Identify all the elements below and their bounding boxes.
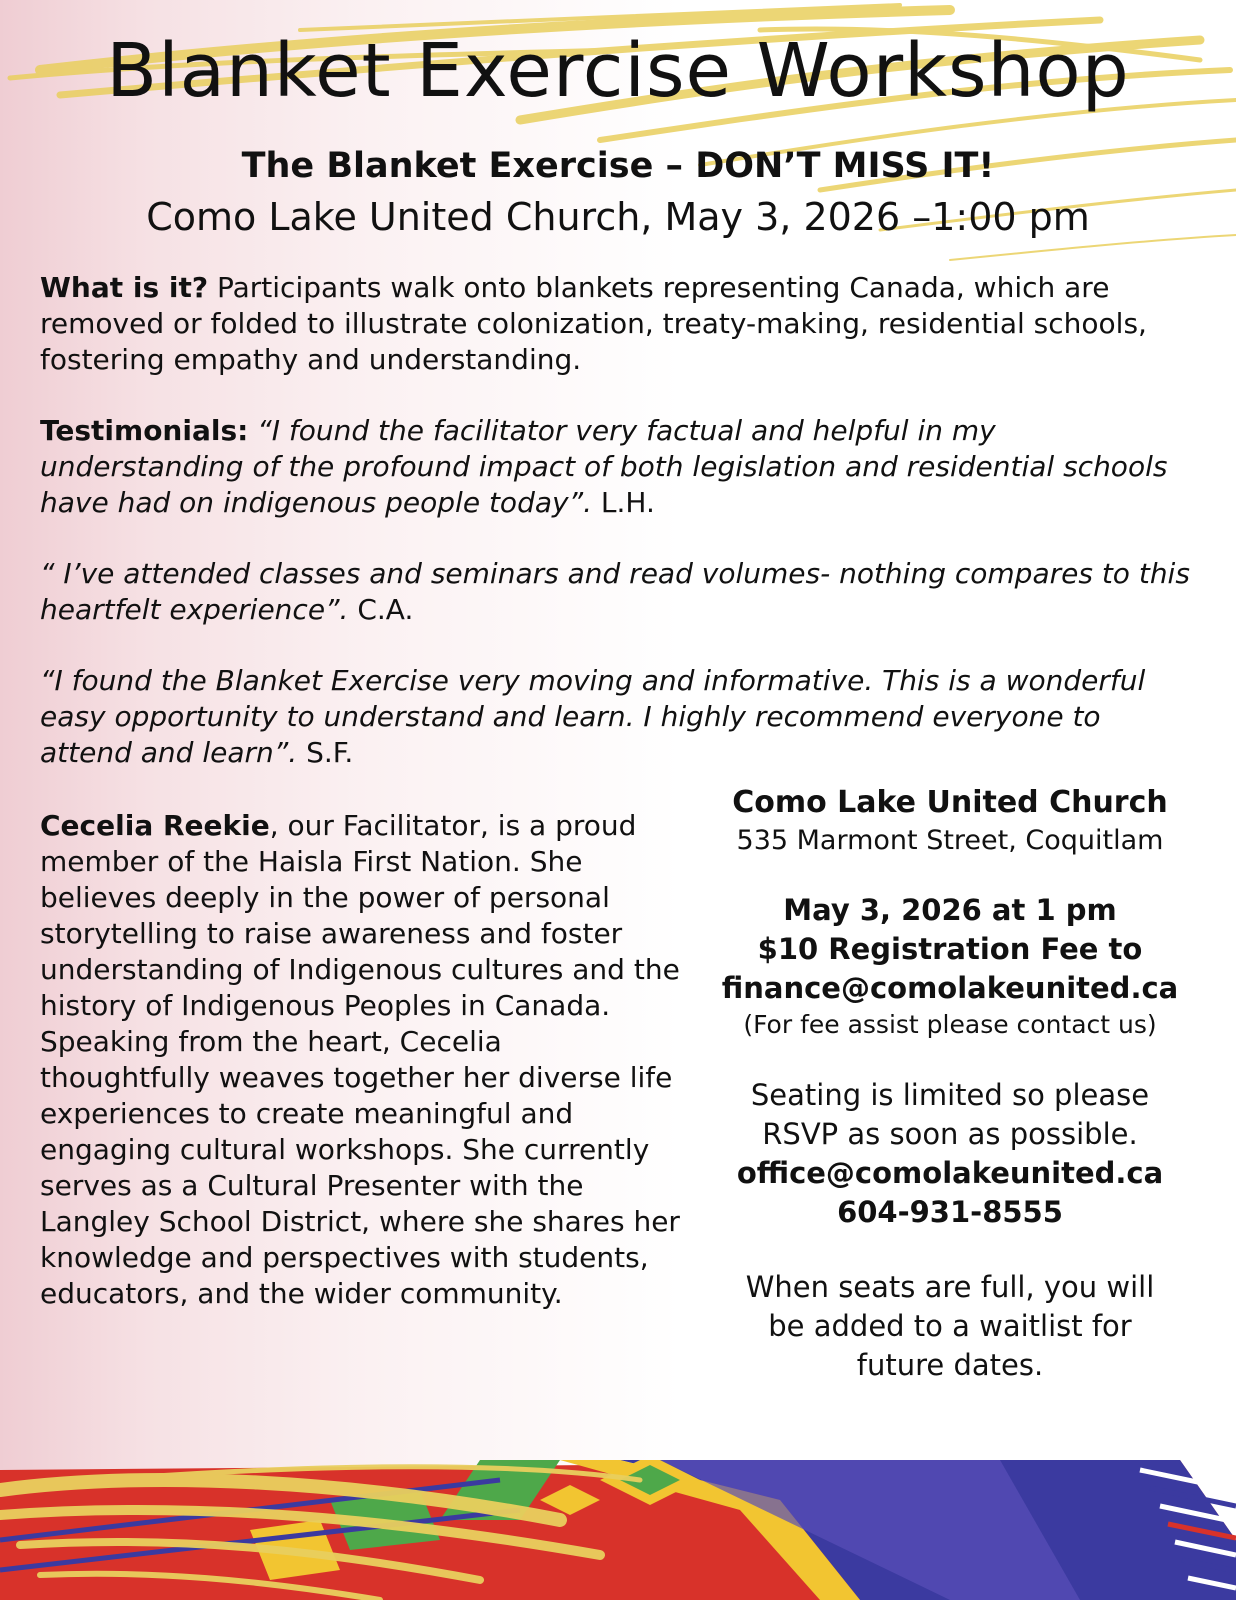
blanket-illustration — [0, 1460, 1236, 1600]
facilitator-bio-text: , our Facilitator, is a proud member of the Haisla First Nation. She believes deeply in the power of personal storytelling to raise awareness and foster understanding of Indigenous cultures and the history of Indigenous Peoples in Canada. Speaking from the heart, Cecelia thoughtfully weaves together her diverse life experiences to create meaningful and engaging cultural workshops. She currently serves as a Cultural Presenter with the Langley School District, where she shares her knowledge and perspectives with students, educators, and the wider community. — [40, 809, 680, 1310]
event-date-line: Como Lake United Church, May 3, 2026 –1:00 pm — [146, 195, 1090, 239]
what-is-it-label: What is it? — [40, 271, 209, 304]
seating-note-2: RSVP as soon as possible. — [762, 1117, 1138, 1151]
phone-number[interactable]: 604-931-8555 — [837, 1195, 1063, 1229]
testimonial-author: C.A. — [348, 593, 414, 626]
waitlist-note-3: future dates. — [856, 1348, 1044, 1382]
registration-fee: $10 Registration Fee to — [757, 932, 1143, 966]
event-date: May 3, 2026 at 1 pm — [783, 893, 1117, 927]
testimonial-quote: “ I’ve attended classes and seminars and read volumes- nothing compares to this heartfelt experience”. — [40, 557, 1190, 626]
testimonial-1 — [40, 413, 1200, 521]
waitlist-note-1: When seats are full, you will — [745, 1270, 1155, 1304]
testimonial-author: S.F. — [297, 736, 354, 769]
testimonial-author: L.H. — [591, 486, 655, 519]
facilitator-name: Cecelia Reekie — [40, 809, 270, 842]
seating-note-1: Seating is limited so please — [750, 1078, 1150, 1112]
finance-email-link[interactable]: finance@comolakeunited.ca — [721, 971, 1179, 1005]
event-details — [690, 783, 1210, 1385]
church-address: 535 Marmont Street, Coquitlam — [736, 825, 1164, 856]
office-email-link[interactable]: office@comolakeunited.ca — [736, 1156, 1164, 1190]
page-title: Blanket Exercise Workshop — [106, 28, 1130, 114]
testimonial-quote: “I found the facilitator very factual and helpful in my understanding of the profound impact of both legislation and residential schools have had on indigenous people today”. — [40, 414, 1168, 519]
subtitle: The Blanket Exercise – DON’T MISS IT! — [241, 146, 995, 186]
what-is-it-paragraph — [40, 270, 1200, 378]
church-name: Como Lake United Church — [732, 785, 1168, 820]
fee-assist-note: (For fee assist please contact us) — [743, 1010, 1157, 1039]
testimonial-2 — [40, 556, 1200, 628]
waitlist-note-2: be added to a waitlist for — [768, 1309, 1132, 1343]
facilitator-bio — [40, 808, 680, 1312]
testimonials-label: Testimonials: — [40, 414, 249, 447]
testimonial-quote: “I found the Blanket Exercise very moving and informative. This is a wonderful easy opportunity to understand and learn. I highly recommend everyone to attend and learn”. — [40, 664, 1146, 769]
testimonial-3 — [40, 663, 1200, 771]
what-is-it-text: Participants walk onto blankets representing Canada, which are removed or folded to illustrate colonization, treaty-making, residential schools, fostering empathy and understanding. — [40, 271, 1147, 376]
